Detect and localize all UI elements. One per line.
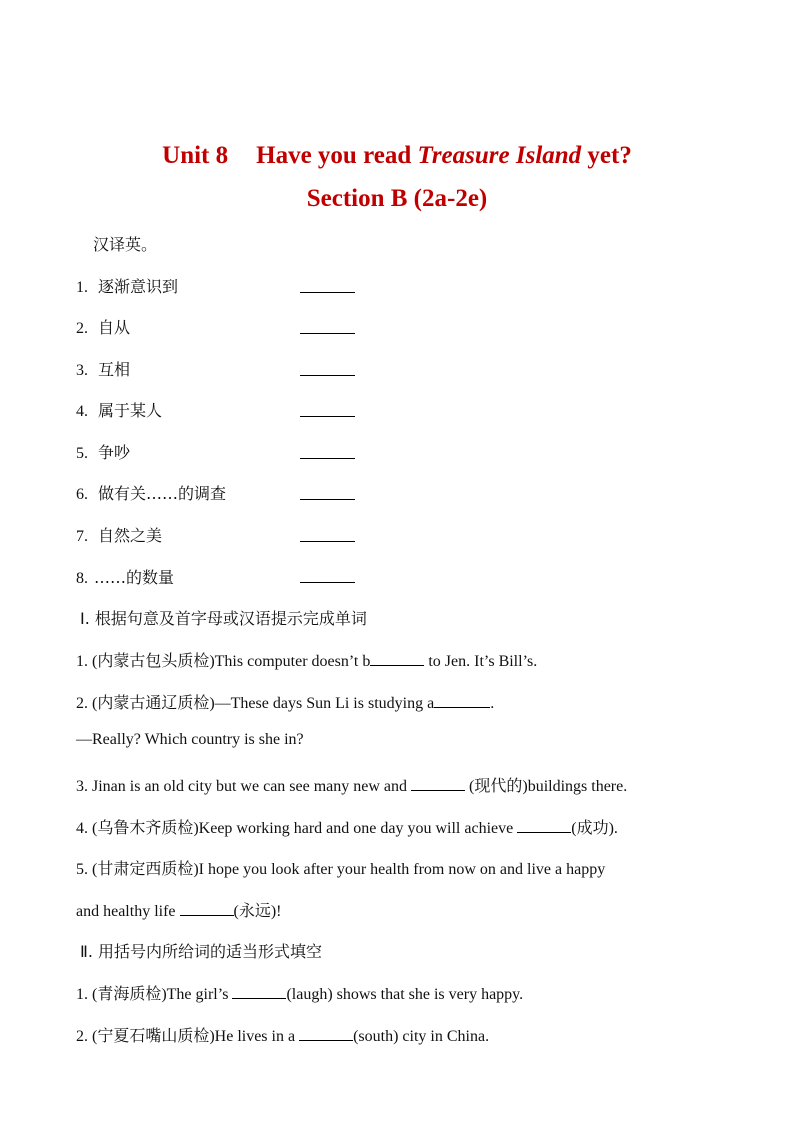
unit-title: Unit 8 Have you read Treasure Island yet? (162, 142, 632, 169)
vocab-item: 4. 属于某人 (76, 401, 163, 420)
answer-blank[interactable] (370, 650, 424, 666)
vocab-item: 3. 互相 (76, 360, 131, 379)
question-item: 3. Jinan is an old city but we can see many new and (现代的)buildings there. (76, 773, 627, 796)
question-item: 2. (内蒙古通辽质检)—These days Sun Li is studying a . (76, 690, 494, 713)
answer-blank[interactable] (434, 692, 490, 708)
question-item-line1: 5. (甘肃定西质检)I hope you look after your health from now on and live a happy (76, 861, 606, 878)
answer-blank[interactable] (300, 458, 355, 459)
answer-blank[interactable] (300, 375, 355, 376)
answer-blank[interactable] (300, 292, 355, 293)
book-title: Treasure Island (417, 142, 582, 169)
answer-blank[interactable] (299, 1025, 353, 1041)
answer-blank[interactable] (300, 333, 355, 334)
answer-blank[interactable] (232, 983, 286, 999)
vocab-item: 2. 自从 (76, 318, 131, 337)
section-title: Section B (2a-2e) (306, 185, 488, 212)
question-item: 2. (宁夏石嘴山质检)He lives in a (south) city in China. (76, 1023, 489, 1046)
answer-blank[interactable] (300, 499, 355, 500)
answer-blank[interactable] (300, 541, 355, 542)
vocab-item: 1. 逐渐意识到 (76, 277, 179, 296)
vocab-item: 6. 做有关……的调查 (76, 484, 227, 503)
answer-blank[interactable] (300, 416, 355, 417)
vocab-item: 7. 自然之美 (76, 526, 163, 545)
answer-blank[interactable] (300, 582, 355, 583)
answer-blank[interactable] (180, 900, 234, 916)
vocab-item: 8. ……的数量 (76, 568, 175, 587)
question-item-line2: and healthy life (永远)! (76, 898, 282, 921)
answer-blank[interactable] (411, 775, 465, 791)
part1-heading: Ⅰ. 根据句意及首字母或汉语提示完成单词 (80, 609, 367, 628)
question-item: 4. (乌鲁木齐质检)Keep working hard and one day you will achieve (成功). (76, 815, 618, 838)
vocab-heading: 汉译英。 (93, 235, 158, 254)
question-item: 1. (内蒙古包头质检)This computer doesn’t b to Jen. It’s Bill’s. (76, 648, 537, 671)
dialogue-reply: —Really? Which country is she in? (76, 731, 304, 748)
part2-heading: Ⅱ. 用括号内所给词的适当形式填空 (80, 942, 323, 961)
answer-blank[interactable] (517, 817, 571, 833)
vocab-item: 5. 争吵 (76, 443, 131, 462)
question-item: 1. (青海质检)The girl’s (laugh) shows that she is very happy. (76, 981, 523, 1004)
